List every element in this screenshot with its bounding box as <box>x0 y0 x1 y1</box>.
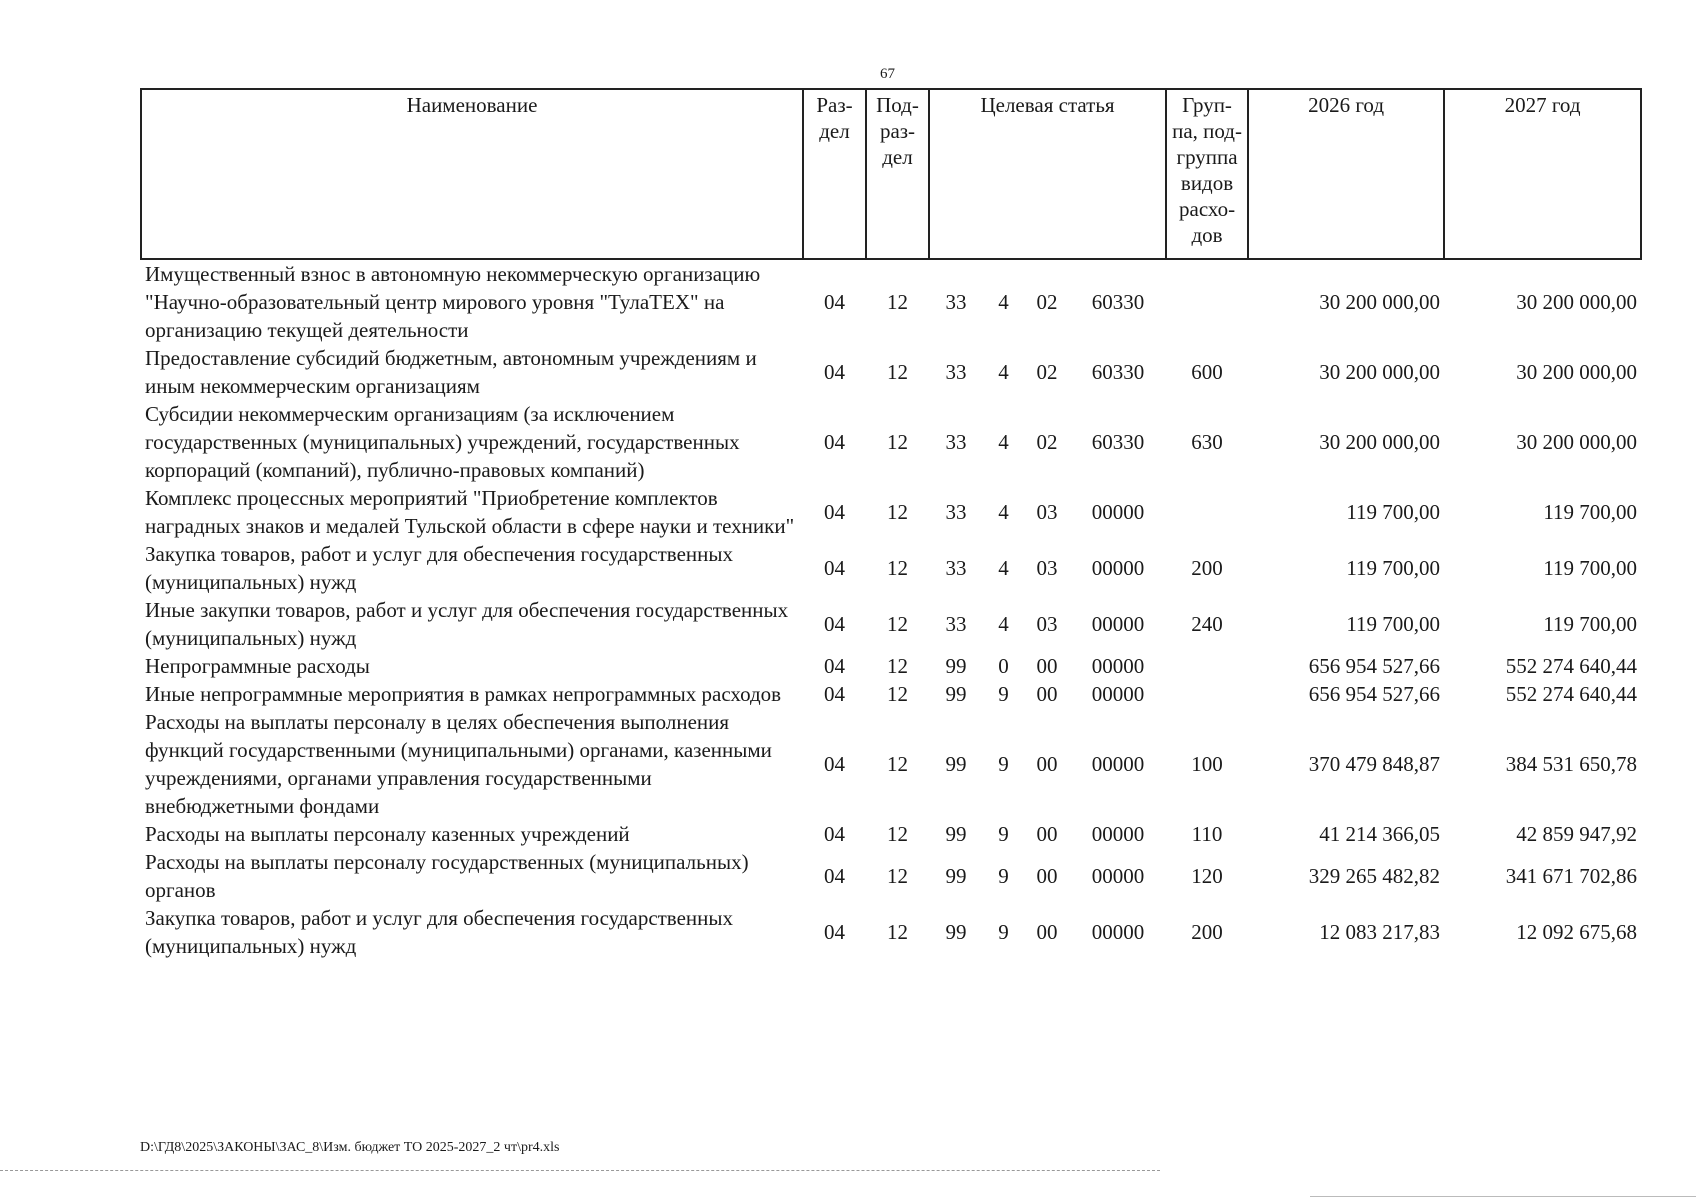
row-amount-2026: 41 214 366,05 <box>1319 822 1441 846</box>
row-tselevaya-4: 60330 <box>1091 290 1145 314</box>
row-podrazdel: 12 <box>887 822 908 846</box>
row-name: Закупка товаров, работ и услуг для обеспечения государственных (муниципальных) нужд <box>145 906 734 958</box>
table-row <box>141 708 1641 820</box>
row-tselevaya-3: 00 <box>1036 920 1058 944</box>
row-tselevaya-3: 00 <box>1036 822 1058 846</box>
row-amount-2027: 30 200 000,00 <box>1516 430 1638 454</box>
row-amount-2027: 384 531 650,78 <box>1505 752 1638 776</box>
row-amount-2026: 30 200 000,00 <box>1319 430 1441 454</box>
row-name: Расходы на выплаты персоналу государственных (муниципальных) органов <box>145 850 749 902</box>
row-razdel: 04 <box>824 290 845 314</box>
row-tselevaya-2: 4 <box>998 290 1009 314</box>
row-razdel: 04 <box>824 612 845 636</box>
row-gruppa: 110 <box>1191 822 1223 846</box>
row-tselevaya-1: 99 <box>945 822 967 846</box>
table-header-row <box>141 89 1641 259</box>
row-tselevaya-4: 00000 <box>1091 654 1145 678</box>
row-tselevaya-2: 9 <box>998 920 1009 944</box>
row-gruppa: 200 <box>1191 920 1223 944</box>
row-tselevaya-4: 00000 <box>1091 682 1145 706</box>
row-gruppa: 120 <box>1191 864 1223 888</box>
row-name: Расходы на выплаты персоналу казенных учреждений <box>145 822 630 846</box>
row-tselevaya-2: 9 <box>998 822 1009 846</box>
header-name: Наименование <box>141 89 803 259</box>
row-gruppa: 240 <box>1191 612 1223 636</box>
row-tselevaya-1: 99 <box>945 752 967 776</box>
header-year-2027: 2027 год <box>1444 89 1641 259</box>
row-tselevaya-4: 00000 <box>1091 556 1145 580</box>
row-amount-2027: 119 700,00 <box>1543 556 1638 580</box>
row-podrazdel: 12 <box>887 430 908 454</box>
row-tselevaya-4: 00000 <box>1091 752 1145 776</box>
row-tselevaya-1: 99 <box>945 864 967 888</box>
row-razdel: 04 <box>824 752 845 776</box>
row-tselevaya-3: 02 <box>1036 290 1058 314</box>
table-body <box>141 259 1641 960</box>
row-gruppa: 100 <box>1191 752 1223 776</box>
row-amount-2027: 119 700,00 <box>1543 500 1638 524</box>
row-tselevaya-4: 00000 <box>1091 864 1145 888</box>
row-tselevaya-2: 4 <box>998 612 1009 636</box>
row-tselevaya-3: 02 <box>1036 360 1058 384</box>
table-row <box>141 652 1641 680</box>
scan-artifact-line <box>0 1170 1160 1171</box>
row-podrazdel: 12 <box>887 360 908 384</box>
row-amount-2027: 552 274 640,44 <box>1505 682 1638 706</box>
table-row <box>141 680 1641 708</box>
scan-artifact-line <box>1310 1196 1696 1197</box>
header-razdel: Раз- дел <box>803 89 866 259</box>
row-podrazdel: 12 <box>887 682 908 706</box>
row-tselevaya-4: 00000 <box>1091 612 1145 636</box>
row-amount-2027: 341 671 702,86 <box>1505 864 1638 888</box>
row-razdel: 04 <box>824 500 845 524</box>
row-razdel: 04 <box>824 654 845 678</box>
table-row <box>141 259 1641 344</box>
row-tselevaya-1: 33 <box>945 556 967 580</box>
row-podrazdel: 12 <box>887 654 908 678</box>
row-gruppa <box>1166 680 1248 708</box>
row-name: Комплекс процессных мероприятий "Приобретение комплектов наградных знаков и медалей Тульской области в сфере науки и техники" <box>145 486 795 538</box>
row-tselevaya-1: 99 <box>945 920 967 944</box>
row-amount-2026: 656 954 527,66 <box>1308 654 1441 678</box>
row-tselevaya-2: 4 <box>998 556 1009 580</box>
table-row <box>141 820 1641 848</box>
row-tselevaya-1: 33 <box>945 290 967 314</box>
header-podrazdel: Под- раз- дел <box>866 89 929 259</box>
row-podrazdel: 12 <box>887 920 908 944</box>
row-amount-2027: 12 092 675,68 <box>1516 920 1638 944</box>
row-razdel: 04 <box>824 920 845 944</box>
row-tselevaya-3: 00 <box>1036 864 1058 888</box>
row-podrazdel: 12 <box>887 612 908 636</box>
row-amount-2027: 42 859 947,92 <box>1516 822 1638 846</box>
row-tselevaya-2: 0 <box>998 654 1009 678</box>
row-tselevaya-3: 00 <box>1036 654 1058 678</box>
row-razdel: 04 <box>824 864 845 888</box>
row-name: Расходы на выплаты персоналу в целях обеспечения выполнения функций государственными (муниципальными) органами, казенными учреждениями, органами управления государственными внебюджетными фондами <box>145 710 772 818</box>
row-amount-2026: 12 083 217,83 <box>1319 920 1441 944</box>
header-gruppa-vidov-rashodov: Груп- па, под- группа видов расхо- дов <box>1166 89 1248 259</box>
row-name: Иные закупки товаров, работ и услуг для обеспечения государственных (муниципальных) нужд <box>145 598 789 650</box>
row-razdel: 04 <box>824 682 845 706</box>
row-tselevaya-2: 9 <box>998 682 1009 706</box>
budget-table <box>140 88 1642 960</box>
row-tselevaya-3: 03 <box>1036 556 1058 580</box>
file-path-footer: D:\ГД8\2025\ЗАКОНЫ\ЗАС_8\Изм. бюджет ТО 2025-2027_2 чт\pr4.xls <box>140 1140 560 1155</box>
row-tselevaya-2: 4 <box>998 360 1009 384</box>
row-tselevaya-4: 00000 <box>1091 822 1145 846</box>
row-amount-2027: 30 200 000,00 <box>1516 360 1638 384</box>
row-amount-2027: 552 274 640,44 <box>1505 654 1638 678</box>
row-amount-2026: 329 265 482,82 <box>1308 864 1441 888</box>
row-razdel: 04 <box>824 822 845 846</box>
row-amount-2027: 119 700,00 <box>1543 612 1638 636</box>
table-row <box>141 904 1641 960</box>
table-row <box>141 848 1641 904</box>
row-name: Предоставление субсидий бюджетным, автономным учреждениям и иным некоммерческим организациям <box>145 346 757 398</box>
row-gruppa: 600 <box>1191 360 1223 384</box>
header-tselevaya-statya: Целевая статья <box>929 89 1166 259</box>
page-number: 67 <box>880 66 895 82</box>
row-tselevaya-4: 60330 <box>1091 360 1145 384</box>
row-tselevaya-2: 4 <box>998 430 1009 454</box>
row-tselevaya-2: 4 <box>998 500 1009 524</box>
row-tselevaya-1: 99 <box>945 682 967 706</box>
row-podrazdel: 12 <box>887 752 908 776</box>
row-gruppa: 630 <box>1191 430 1223 454</box>
row-tselevaya-3: 00 <box>1036 752 1058 776</box>
table-row <box>141 540 1641 596</box>
table-row <box>141 484 1641 540</box>
row-tselevaya-4: 00000 <box>1091 920 1145 944</box>
row-tselevaya-2: 9 <box>998 752 1009 776</box>
row-tselevaya-1: 33 <box>945 430 967 454</box>
row-podrazdel: 12 <box>887 864 908 888</box>
row-tselevaya-3: 02 <box>1036 430 1058 454</box>
row-podrazdel: 12 <box>887 500 908 524</box>
row-amount-2026: 30 200 000,00 <box>1319 290 1441 314</box>
row-gruppa <box>1166 652 1248 680</box>
row-name: Иные непрограммные мероприятия в рамках непрограммных расходов <box>145 682 782 706</box>
row-amount-2026: 370 479 848,87 <box>1308 752 1441 776</box>
row-tselevaya-1: 33 <box>945 612 967 636</box>
row-amount-2026: 30 200 000,00 <box>1319 360 1441 384</box>
row-tselevaya-3: 03 <box>1036 612 1058 636</box>
row-name: Субсидии некоммерческим организациям (за исключением государственных (муниципальных) учреждений, государственных корпораций (компаний), публично-правовых компаний) <box>145 402 740 482</box>
row-tselevaya-1: 99 <box>945 654 967 678</box>
row-tselevaya-4: 60330 <box>1091 430 1145 454</box>
row-tselevaya-4: 00000 <box>1091 500 1145 524</box>
row-tselevaya-3: 03 <box>1036 500 1058 524</box>
row-amount-2027: 30 200 000,00 <box>1516 290 1638 314</box>
row-gruppa <box>1166 259 1248 344</box>
row-amount-2026: 656 954 527,66 <box>1308 682 1441 706</box>
row-tselevaya-1: 33 <box>945 360 967 384</box>
row-tselevaya-1: 33 <box>945 500 967 524</box>
row-amount-2026: 119 700,00 <box>1346 556 1441 580</box>
row-amount-2026: 119 700,00 <box>1346 500 1441 524</box>
row-name: Непрограммные расходы <box>145 654 370 678</box>
row-gruppa <box>1166 484 1248 540</box>
row-tselevaya-3: 00 <box>1036 682 1058 706</box>
table-row <box>141 596 1641 652</box>
row-razdel: 04 <box>824 430 845 454</box>
row-podrazdel: 12 <box>887 556 908 580</box>
row-razdel: 04 <box>824 360 845 384</box>
row-podrazdel: 12 <box>887 290 908 314</box>
table-row <box>141 344 1641 400</box>
table-row <box>141 400 1641 484</box>
row-tselevaya-2: 9 <box>998 864 1009 888</box>
row-amount-2026: 119 700,00 <box>1346 612 1441 636</box>
header-year-2026: 2026 год <box>1248 89 1444 259</box>
row-name: Имущественный взнос в автономную некоммерческую организацию "Научно-образовательный центр мирового уровня "ТулаТЕХ" на организацию текущей деятельности <box>145 262 761 342</box>
row-name: Закупка товаров, работ и услуг для обеспечения государственных (муниципальных) нужд <box>145 542 734 594</box>
row-razdel: 04 <box>824 556 845 580</box>
row-gruppa: 200 <box>1191 556 1223 580</box>
